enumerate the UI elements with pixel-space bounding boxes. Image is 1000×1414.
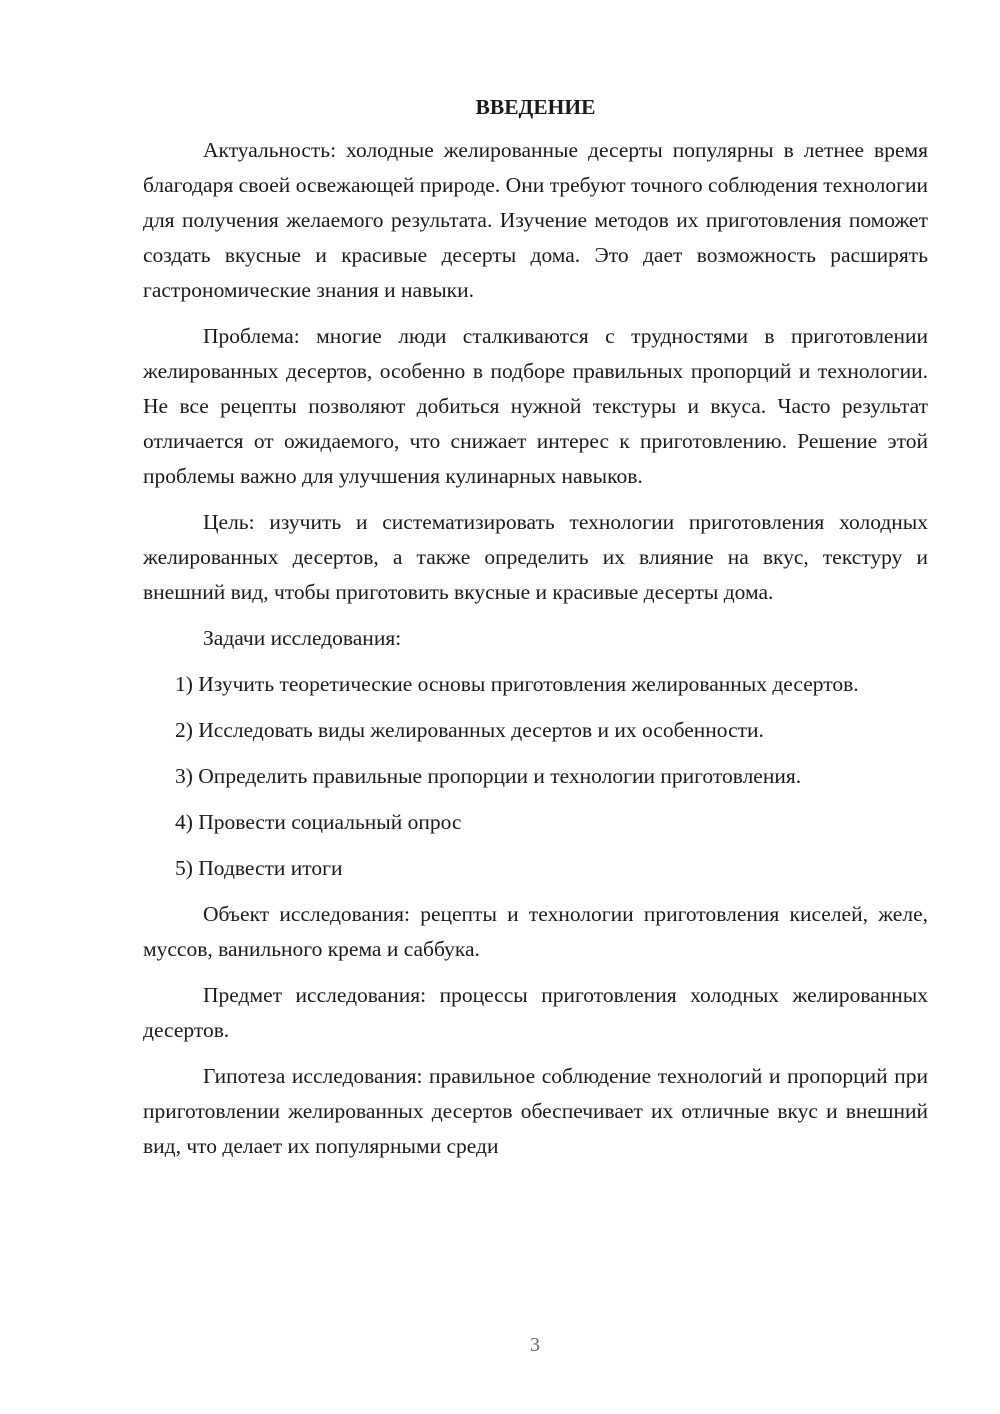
paragraph-goal: Цель: изучить и систематизировать технологии приготовления холодных желированных десертов, а также определить их влияние на вкус, текстуру и внешний вид, чтобы приготовить вкусные и красивые десерты дома.: [143, 510, 928, 604]
document-page: [143, 90, 928, 1175]
task-item-2: 2) Исследовать виды желированных десертов и их особенности.: [175, 718, 764, 742]
paragraph-subject: Предмет исследования: процессы приготовления холодных желированных десертов.: [143, 983, 928, 1042]
tasks-heading: Задачи исследования:: [203, 626, 402, 650]
task-item-1: 1) Изучить теоретические основы приготовления желированных десертов.: [175, 672, 859, 696]
task-item-5: 5) Подвести итоги: [175, 856, 343, 880]
page-number: 3: [530, 1334, 540, 1356]
paragraph-object: Объект исследования: рецепты и технологии приготовления киселей, желе, муссов, ванильного крема и саббука.: [143, 902, 928, 961]
paragraph-problem: Проблема: многие люди сталкиваются с трудностями в приготовлении желированных десертов, особенно в подборе правильных пропорций и технологии. Не все рецепты позволяют добиться нужной текстуры и вкуса. Часто результат отличается от ожидаемого, что снижает интерес к приготовлению. Решение этой проблемы важно для улучшения кулинарных навыков.: [143, 324, 928, 488]
page-title: ВВЕДЕНИЕ: [475, 95, 596, 119]
paragraph-hypothesis: Гипотеза исследования: правильное соблюдение технологий и пропорций при приготовлении желированных десертов обеспечивает их отличные вкус и внешний вид, что делает их популярными среди: [143, 1064, 928, 1158]
task-item-3: 3) Определить правильные пропорции и технологии приготовления.: [175, 764, 802, 788]
paragraph-relevance: Актуальность: холодные желированные десерты популярны в летнее время благодаря своей освежающей природе. Они требуют точного соблюдения технологии для получения желаемого результата. Изучение методов их приготовления поможет создать вкусные и красивые десерты дома. Это дает возможность расширять гастрономические знания и навыки.: [143, 138, 928, 302]
task-item-4: 4) Провести социальный опрос: [175, 810, 462, 834]
